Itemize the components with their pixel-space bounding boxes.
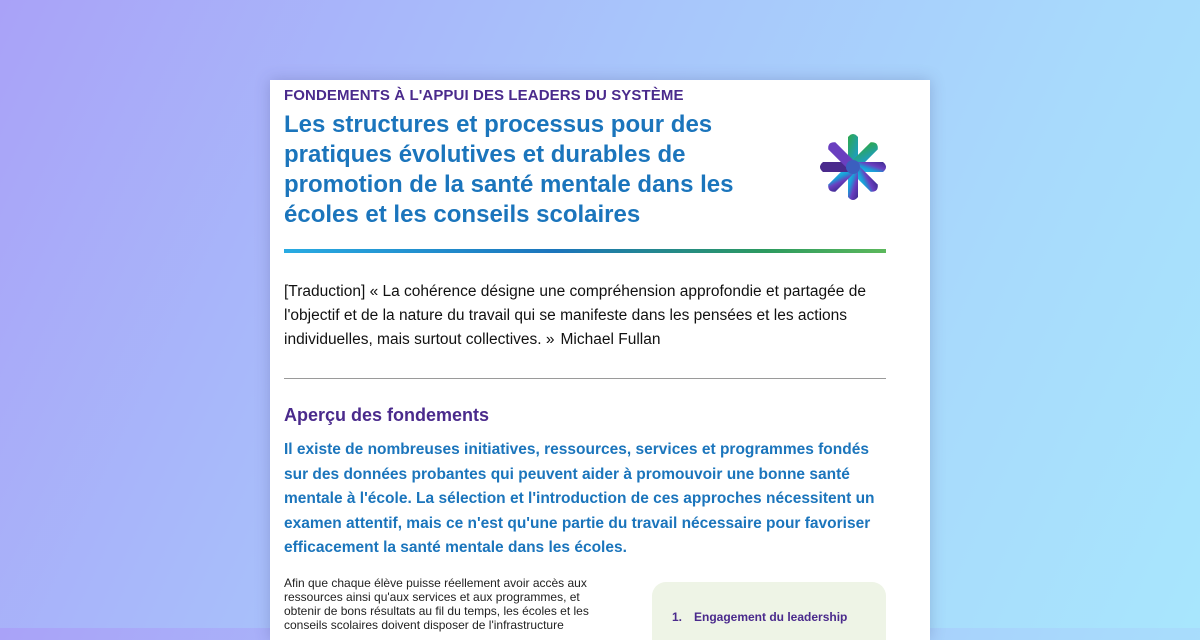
foundations-sidebar-box [652,582,886,640]
document-page [270,80,930,640]
list-item-label: Engagement du leadership [694,610,848,624]
list-item-number: 1. [672,610,683,624]
lead-paragraph: Il existe de nombreuses initiatives, ressources, services et programmes fondés sur des données probantes qui peuvent aider à promouvoir une bonne santé mentale à l'école. La sélection et l'introduction de ces approches nécessitent un examen attentif, mais ce n'est qu'une partie du travail nécessaire pour favoriser efficacement la santé mentale dans les écoles. [284,441,875,556]
foundations-list [672,610,847,624]
list-item [672,610,847,624]
section-heading: Aperçu des fondements [284,405,490,425]
body-paragraph: Afin que chaque élève puisse réellement avoir accès aux ressources ainsi qu'aux services et aux programmes, et obtenir de bons résultats au fil du temps, les écoles et les conseils scolaires doivent disposer de l'infrastructure [284,576,589,632]
quote-divider [284,378,886,379]
title-gradient-divider [284,249,886,253]
document-title: Les structures et processus pour des pratiques évolutives et durables de promotion de la santé mentale dans les écoles et les conseils scolaires [284,111,734,228]
quote-author: Michael Fullan [560,331,661,348]
document-eyebrow: FONDEMENTS À L'APPUI DES LEADERS DU SYSTÈME [284,87,684,104]
asterisk-flower-logo-icon [818,132,888,202]
quote-text: [Traduction] « La cohérence désigne une compréhension approfondie et partagée de l'objectif et de la nature du travail qui se manifeste dans les pensées et les actions individuelles, mais surtout collectives. » [284,283,866,348]
quote-block [284,280,886,352]
